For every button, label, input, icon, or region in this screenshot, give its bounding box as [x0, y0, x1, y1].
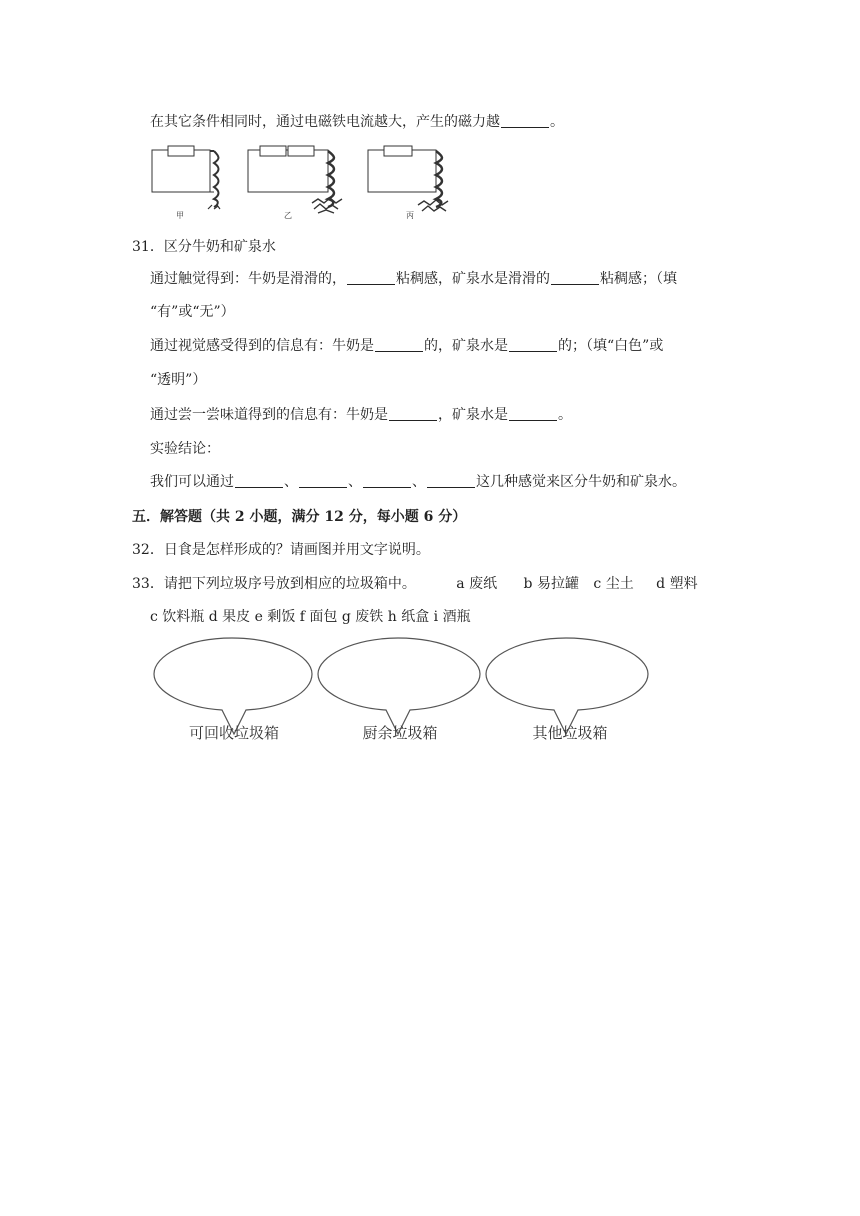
answer-blank[interactable] — [509, 337, 557, 352]
answer-blank[interactable] — [347, 270, 395, 285]
answer-blank[interactable] — [427, 473, 475, 488]
circuit-yi — [248, 146, 342, 220]
q32-text: 32．日食是怎样形成的？请画图并用文字说明。 — [132, 542, 430, 558]
bin-kitchen — [318, 638, 480, 742]
q30-statement — [150, 112, 564, 132]
answer-blank[interactable] — [389, 406, 437, 421]
label-bing: 丙 — [406, 211, 414, 220]
garbage-bins-figure — [150, 634, 654, 746]
q31-sight-hint: “透明”） — [150, 372, 207, 388]
bin-recyclable — [154, 638, 312, 742]
q31-sight-line: 通过视觉感受得到的信息有：牛奶是 的，矿泉水是 的；（填“白色”或 — [150, 338, 664, 354]
bin-label: 可回收垃圾箱 — [188, 724, 280, 742]
answer-blank[interactable] — [509, 406, 557, 421]
q31-touch-hint: “有”或“无”） — [150, 304, 235, 320]
label-jia: 甲 — [176, 211, 184, 220]
circuit-bing — [368, 146, 448, 220]
section-heading: 五．解答题（共 2 小题，满分 12 分，每小题 6 分） — [132, 509, 467, 525]
answer-blank[interactable] — [501, 113, 549, 128]
q33-text: 33．请把下列垃圾序号放到相应的垃圾箱中。 — [132, 576, 416, 592]
q31-conclusion-label: 实验结论： — [150, 441, 220, 457]
q33-line1 — [132, 574, 698, 594]
bin-other — [486, 638, 648, 742]
label-yi: 乙 — [284, 211, 292, 220]
q31-conclusion-line: 我们可以通过 、 、 、 这几种感觉来区分牛奶和矿泉水。 — [150, 474, 686, 490]
q30-prefix: 在其它条件相同时，通过电磁铁电流越大，产生的磁力越 — [150, 114, 500, 130]
q33-line2: c 饮料瓶 d 果皮 e 剩饭 f 面包 g 废铁 h 纸盒 i 酒瓶 — [150, 609, 471, 625]
answer-blank[interactable] — [299, 473, 347, 488]
q31-touch-line: 通过触觉得到：牛奶是滑滑的， 粘稠感，矿泉水是滑滑的 粘稠感；（填 — [150, 271, 677, 287]
q31-taste-line: 通过尝一尝味道得到的信息有：牛奶是 ，矿泉水是 。 — [150, 407, 572, 423]
bin-label: 厨余垃圾箱 — [362, 724, 438, 742]
bin-label: 其他垃圾箱 — [532, 724, 608, 742]
answer-blank[interactable] — [363, 473, 411, 488]
q30-suffix: 。 — [550, 114, 564, 130]
q33-options: a 废纸 b 易拉罐 c 尘土 d 塑料 — [456, 576, 698, 592]
q31-title: 31．区分牛奶和矿泉水 — [132, 239, 276, 255]
circuit-jia — [152, 146, 220, 220]
electromagnet-figure — [148, 143, 463, 221]
answer-blank[interactable] — [551, 270, 599, 285]
answer-blank[interactable] — [375, 337, 423, 352]
answer-blank[interactable] — [235, 473, 283, 488]
